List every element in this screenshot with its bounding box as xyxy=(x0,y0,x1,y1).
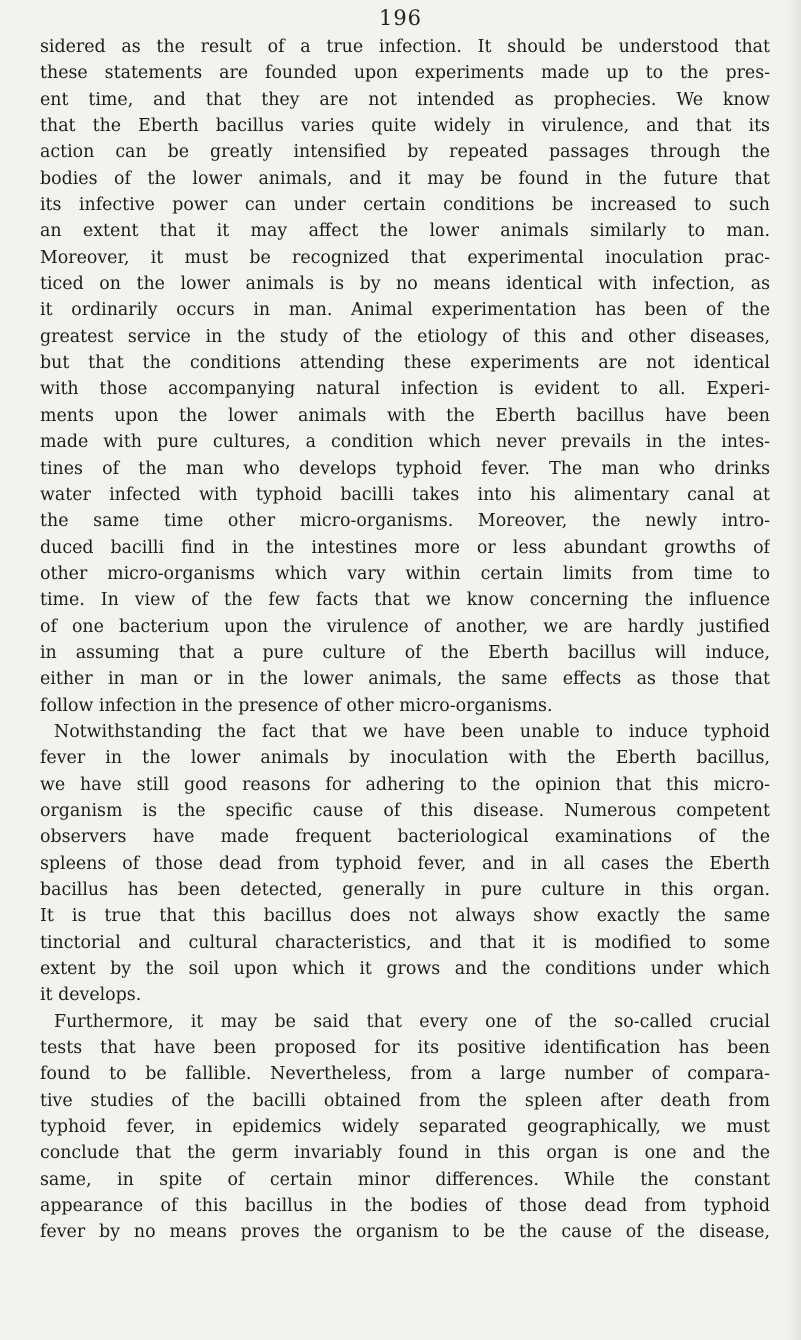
text-line: we have still good reasons for adhering to the opinion that this micro- xyxy=(40,774,770,795)
text-line: found to be fallible. Nevertheless, from a large number of compara- xyxy=(40,1064,770,1085)
text-line: organism is the specific cause of this disease. Numerous competent xyxy=(40,800,770,821)
text-line: made with pure cultures, a condition which never prevails in the intes- xyxy=(40,432,770,453)
text-line: ticed on the lower animals is by no means identical with infection, as xyxy=(40,274,770,295)
page-edge-shadow xyxy=(787,0,801,1340)
text-line: either in man or in the lower animals, the same effects as those that xyxy=(40,669,770,690)
text-line: action can be greatly intensified by repeated passages through the xyxy=(40,142,770,163)
text-line: the same time other micro-organisms. Moreover, the newly intro- xyxy=(40,511,770,532)
text-line: same, in spite of certain minor differences. While the constant xyxy=(40,1169,770,1190)
text-line: time. In view of the few facts that we know concerning the influence xyxy=(40,590,770,611)
text-line: greatest service in the study of the etiology of this and other diseases, xyxy=(40,326,770,347)
text-line: typhoid fever, in epidemics widely separated geographically, we must xyxy=(40,1117,770,1138)
text-line: appearance of this bacillus in the bodies of those dead from typhoid xyxy=(40,1196,770,1217)
body-text xyxy=(40,34,770,1246)
text-line: bodies of the lower animals, and it may be found in the future that xyxy=(40,168,770,189)
text-line: duced bacilli find in the intestines more or less abundant growths of xyxy=(40,537,770,558)
text-line: Notwithstanding the fact that we have been unable to induce typhoid xyxy=(54,721,770,742)
text-line: of one bacterium upon the virulence of another, we are hardly justified xyxy=(40,616,770,637)
text-line: fever by no means proves the organism to be the cause of the disease, xyxy=(40,1222,770,1243)
text-line: these statements are founded upon experiments made up to the pres- xyxy=(40,63,770,84)
text-line: bacillus has been detected, generally in pure culture in this organ. xyxy=(40,880,770,900)
text-line: It is true that this bacillus does not always show exactly the same xyxy=(40,906,770,927)
text-line: other micro-organisms which vary within certain limits from time to xyxy=(40,563,770,584)
text-line: tinctorial and cultural characteristics, and that it is modified to some xyxy=(40,932,770,953)
text-line: follow infection in the presence of other micro-organisms. xyxy=(40,695,553,716)
page-number: 196 xyxy=(378,6,423,30)
text-line: conclude that the germ invariably found in this organ is one and the xyxy=(40,1143,770,1164)
text-line: ments upon the lower animals with the Eberth bacillus have been xyxy=(40,405,770,426)
text-line: observers have made frequent bacteriological examinations of the xyxy=(40,827,770,848)
text-line: spleens of those dead from typhoid fever, and in all cases the Eberth xyxy=(40,853,770,874)
text-line: Furthermore, it may be said that every one of the so-called crucial xyxy=(54,1011,770,1032)
text-line: in assuming that a pure culture of the Eberth bacillus will induce, xyxy=(40,642,770,663)
text-line: water infected with typhoid bacilli takes into his alimentary canal at xyxy=(40,484,770,505)
text-line: it develops. xyxy=(40,985,142,1006)
text-line: but that the conditions attending these experiments are not identical xyxy=(40,353,770,374)
text-line: with those accompanying natural infection is evident to all. Experi- xyxy=(40,379,770,400)
text-line: tines of the man who develops typhoid fever. The man who drinks xyxy=(40,458,770,479)
text-line: fever in the lower animals by inoculation with the Eberth bacillus, xyxy=(40,748,770,769)
text-line: Moreover, it must be recognized that experimental inoculation prac- xyxy=(40,247,770,268)
text-line: that the Eberth bacillus varies quite widely in virulence, and that its xyxy=(40,116,770,137)
text-line: extent by the soil upon which it grows and the conditions under which xyxy=(40,959,770,980)
text-line: an extent that it may affect the lower animals similarly to man. xyxy=(40,221,770,242)
text-line: tive studies of the bacilli obtained from the spleen after death from xyxy=(40,1090,770,1111)
text-line: tests that have been proposed for its positive identification has been xyxy=(40,1038,770,1059)
text-line: its infective power can under certain conditions be increased to such xyxy=(40,195,770,216)
text-line: ent time, and that they are not intended as prophecies. We know xyxy=(40,89,770,110)
text-line: sidered as the result of a true infection. It should be understood that xyxy=(40,37,770,57)
text-line: it ordinarily occurs in man. Animal experimentation has been of the xyxy=(40,300,770,321)
